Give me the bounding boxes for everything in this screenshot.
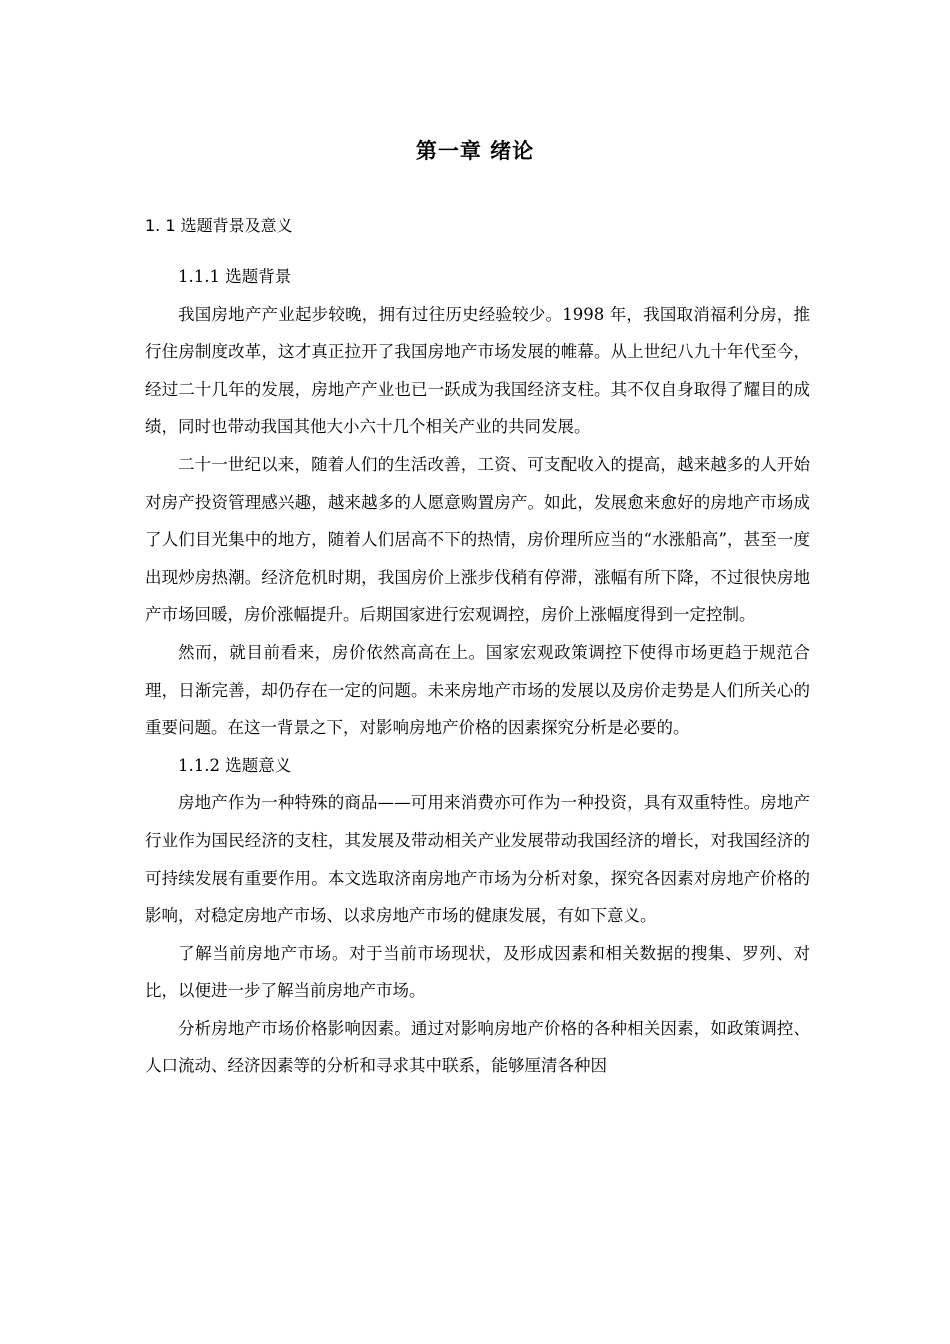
- paragraph: 了解当前房地产市场。对于当前市场现状，及形成因素和相关数据的搜集、罗列、对比，以便进一步了解当前房地产市场。: [145, 943, 810, 1001]
- paragraph: 二十一世纪以来，随着人们的生活改善，工资、可支配收入的提高，越来越多的人开始对房产投资管理感兴趣，越来越多的人愿意购置房产。如此，发展愈来愈好的房地产市场成了人们目光集中的地方，随着人们居高不下的热情，房价理所应当的“水涨船高”，甚至一度出现炒房热潮。经济危机时期，我国房价上涨步伐稍有停滞，涨幅有所下降，不过很快房地产市场回暖，房价涨幅提升。后期国家进行宏观调控，房价上涨幅度得到一定控制。: [145, 454, 810, 625]
- body-text: [145, 258, 810, 1085]
- paragraph: 我国房地产产业起步较晚，拥有过往历史经验较少。1998 年，我国取消福利分房，推行住房制度改革，这才真正拉开了我国房地产市场发展的帷幕。从上世纪八九十年代至今，经过二十几年的发展，房地产产业也已一跃成为我国经济支柱。其不仅自身取得了耀目的成绩，同时也带动我国其他大小六十几个相关产业的共同发展。: [145, 304, 810, 437]
- paragraph: 房地产作为一种特殊的商品——可用来消费亦可作为一种投资，具有双重特性。房地产行业作为国民经济的支柱，其发展及带动相关产业发展带动我国经济的增长，对我国经济的可持续发展有重要作用。本文选取济南房地产市场为分析对象，探究各因素对房地产价格的影响，对稳定房地产市场、以求房地产市场的健康发展，有如下意义。: [145, 793, 810, 926]
- paragraph: 然而，就目前看来，房价依然高高在上。国家宏观政策调控下使得市场更趋于规范合理，日渐完善，却仍存在一定的问题。未来房地产市场的发展以及房价走势是人们所关心的重要问题。在这一背景之下，对影响房地产价格的因素探究分析是必要的。: [145, 642, 810, 738]
- paragraph: 分析房地产市场价格影响因素。通过对影响房地产价格的各种相关因素，如政策调控、人口流动、经济因素等的分析和寻求其中联系，能够厘清各种因: [145, 1018, 810, 1076]
- section-heading: 1. 1 选题背景及意义: [145, 216, 293, 235]
- chapter-title: 第一章 绪论: [415, 139, 535, 163]
- subsection-heading-background: 1.1.1 选题背景: [178, 267, 292, 286]
- subsection-heading-significance: 1.1.2 选题意义: [178, 755, 292, 775]
